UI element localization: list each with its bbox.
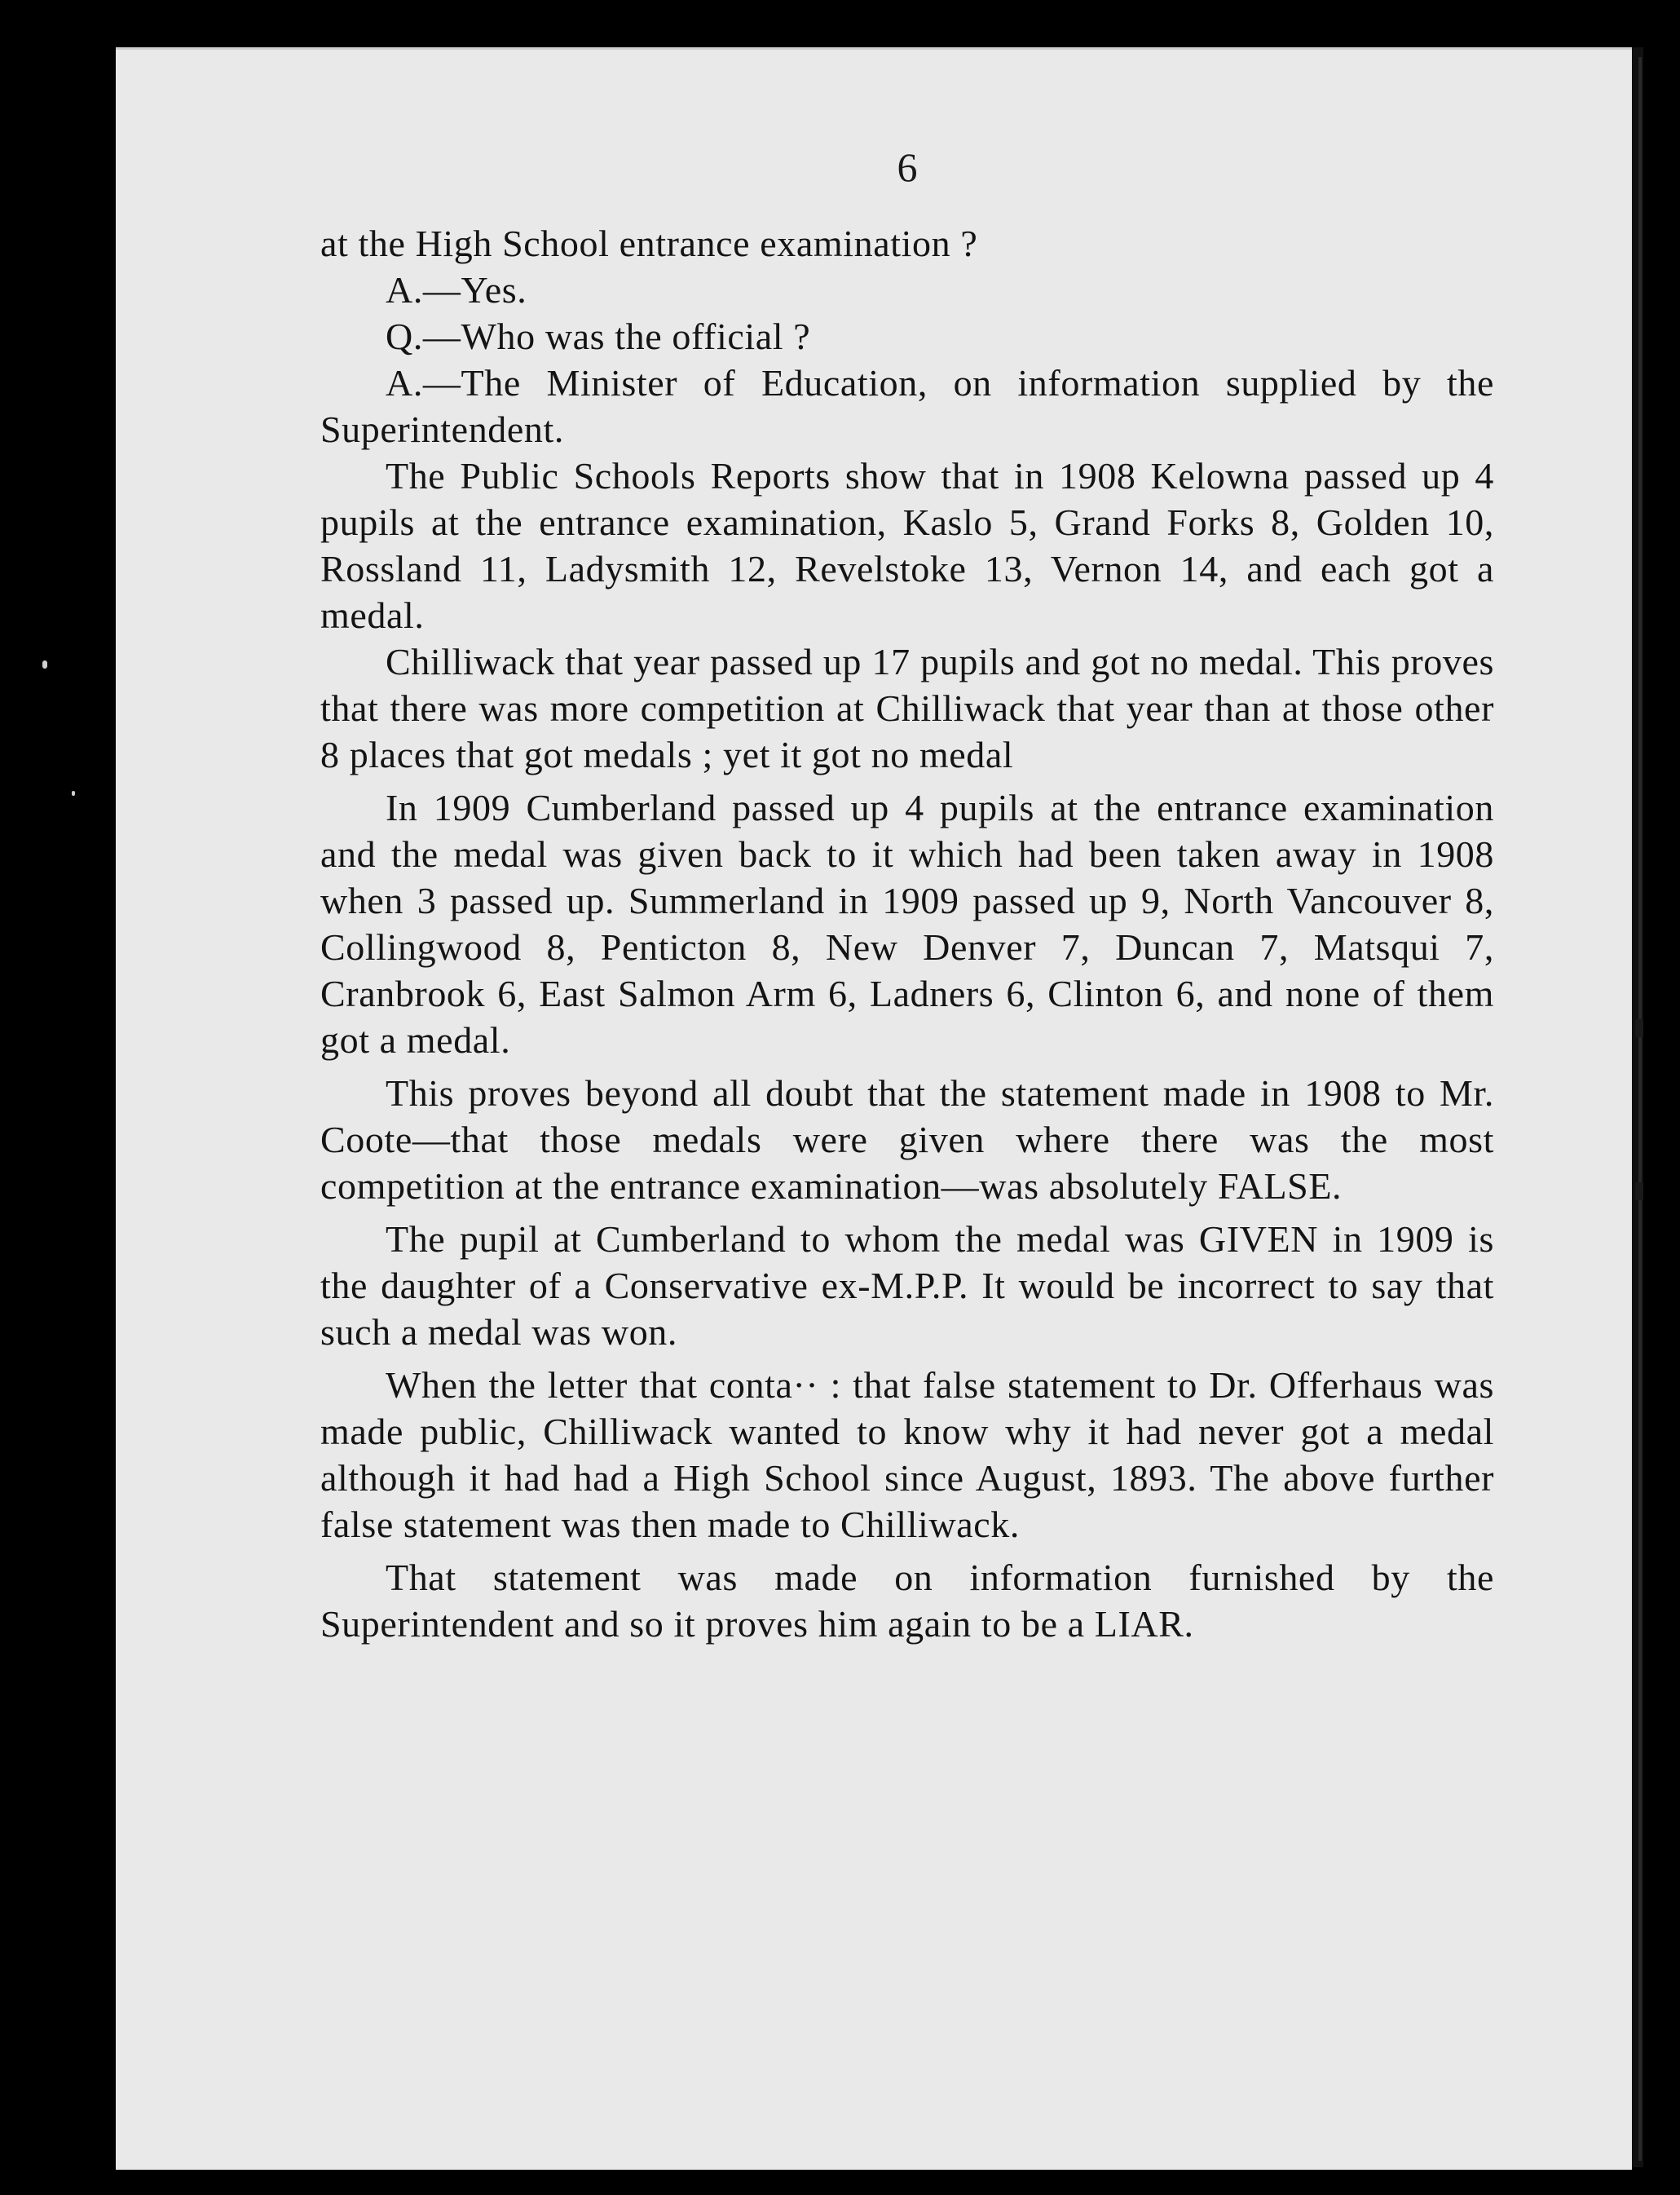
paragraph: Q.—Who was the official ? — [386, 316, 811, 357]
paragraph: When the letter that conta·· : that false statement to Dr. Offerhaus was made public, Chilliwack wanted to know why it had never got a medal although it had had a High School since August, 1893. The above further false statement was then made to Chilliwack. — [320, 1364, 1494, 1545]
body-text — [320, 220, 1494, 1647]
paragraph: The Public Schools Reports show that in 1908 Kelowna passed up 4 pupils at the entrance examination, Kaslo 5, Grand Forks 8, Golden 10, Rossland 11, Ladysmith 12, Revelstoke 13, Vernon 14, and each got a medal. — [320, 455, 1494, 636]
edge-mark — [1635, 1019, 1643, 1037]
paragraph: This proves beyond all doubt that the statement made in 1908 to Mr. Coote—that those medals were given where there was the most competition at the entrance examination—was absolutely FALSE. — [320, 1072, 1494, 1207]
paragraph: The pupil at Cumberland to whom the medal was GIVEN in 1909 is the daughter of a Conservative ex-M.P.P. It would be incorrect to say that such a medal was won. — [320, 1218, 1494, 1353]
scan-dust — [72, 791, 75, 796]
paragraph: at the High School entrance examination ? — [320, 223, 978, 264]
paragraph: A.—Yes. — [386, 269, 527, 311]
page-number: 6 — [897, 144, 918, 190]
page-binding-edge — [1638, 57, 1642, 2161]
paragraph: A.—The Minister of Education, on information supplied by the Superintendent. — [320, 362, 1494, 450]
edge-mark — [1635, 1182, 1643, 1200]
paragraph: In 1909 Cumberland passed up 4 pupils at the entrance examination and the medal was given back to it which had been taken away in 1908 when 3 passed up. Summerland in 1909 passed up 9, North Vancouver 8, Collingwood 8, Penticton 8, New Denver 7, Duncan 7, Matsqui 7, Cranbrook 6, East Salmon Arm 6, Ladners 6, Clinton 6, and none of them got a medal. — [320, 787, 1494, 1061]
paragraph: Chilliwack that year passed up 17 pupils and got no medal. This proves that there was more competition at Chilliwack that year than at those other 8 places that got medals ; yet it got no medal — [320, 641, 1494, 775]
paragraph: That statement was made on information furnished by the Superintendent and so it proves him again to be a LIAR. — [320, 1557, 1494, 1645]
scan-dust — [42, 660, 47, 669]
